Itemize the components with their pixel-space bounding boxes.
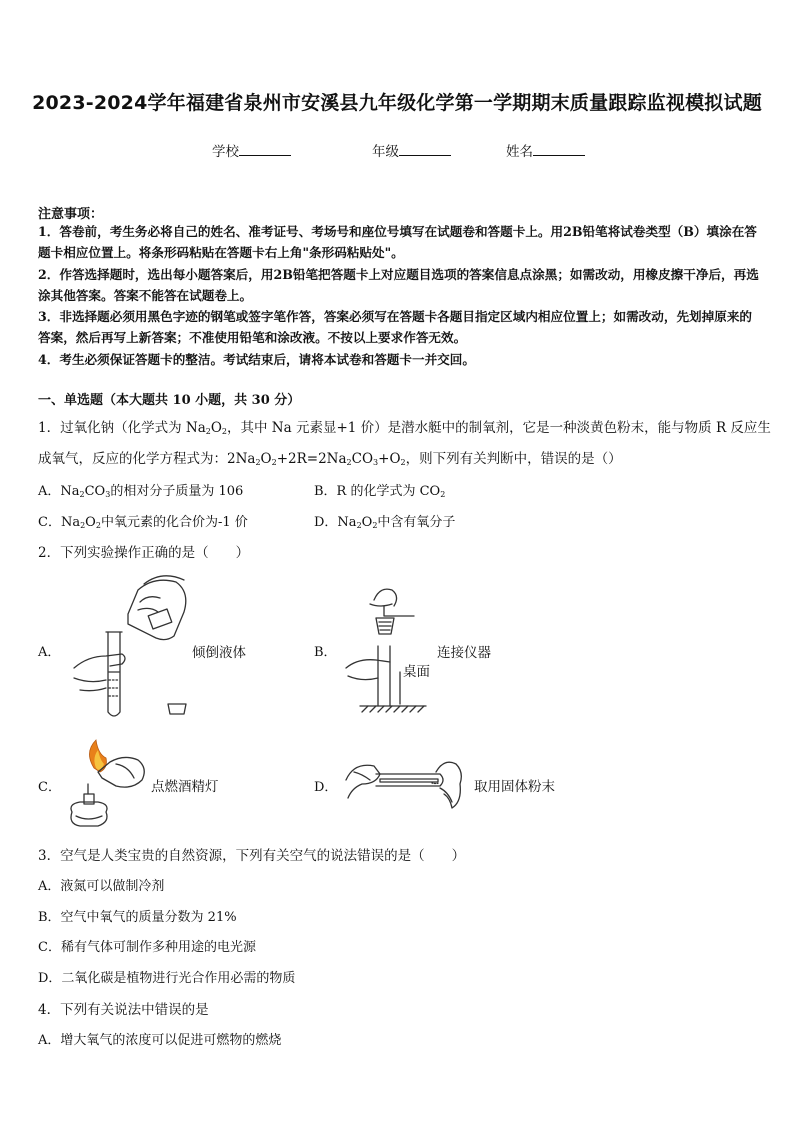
grade-blank[interactable] [399,141,451,156]
connect-apparatus-illustration [340,582,434,716]
note-item: 1．答卷前，考生务必将自己的姓名、准考证号、考场号和座位号填写在试题卷和答题卡上。用2B铅笔将试卷类型（B）填涂在答题卡相应位置上。将条形码粘贴在答题卡右上角"条形码粘贴处"。 [38,224,757,261]
q2-option-c-letter[interactable]: C． [38,780,61,795]
q2-option-a-caption: 倾倒液体 [192,645,246,661]
q3-option-c[interactable]: C．稀有气体可制作多种用途的电光源 [38,940,256,955]
q2-stem: 2．下列实验操作正确的是（ ） [38,545,250,561]
q1-option-d[interactable]: D．$Na_2O_2$中含有氧分子 [314,515,456,530]
note-item: 3．非选择题必须用黑色字迹的钢笔或签字笔作答，答案必须写在答题卡各题目指定区域内相应位置上；如需改动，先划掉原来的答案，然后再写上新答案；不准使用铅笔和涂改液。不按以上要求作答无效。 [38,309,753,346]
q1-stem-line2: 成氧气，反应的化学方程式为：$2Na_2O_2+2R=2Na_2CO_3+O_2$，则下列有关判断中，错误的是（） [38,451,622,467]
q4-option-a[interactable]: A．增大氧气的浓度可以促进可燃物的燃烧 [38,1033,282,1048]
school-field [212,140,291,160]
q2-option-a-letter[interactable]: A． [38,645,61,660]
q1-option-a[interactable]: A．$Na_2CO_3$的相对分子质量为 106 [38,484,244,499]
take-solid-powder-illustration [340,754,466,818]
q3-option-b[interactable]: B．空气中氧气的质量分数为 21% [38,910,237,925]
q1-option-b[interactable]: B．R 的化学式为 $CO_2$ [314,484,446,499]
q2-option-c-caption: 点燃酒精灯 [151,779,219,795]
q1-stem-line1: 1．过氧化钠（化学式为 $Na_2O_2$，其中 Na 元素显+1 价）是潜水艇中的制氧剂，它是一种淡黄色粉末，能与物质 R 反应生 [38,420,771,436]
q3-option-d[interactable]: D．二氧化碳是植物进行光合作用必需的物质 [38,971,296,986]
grade-label: 年级 [372,144,399,160]
notes-heading: 注意事项： [38,207,104,222]
page-title: 2023-2024学年福建省泉州市安溪县九年级化学第一学期期末质量跟踪监视模拟试题 [32,92,762,114]
q2-option-d-letter[interactable]: D． [314,780,338,795]
q1-option-c[interactable]: C．$Na_2O_2$中氧元素的化合价为-1 价 [38,515,248,530]
name-label: 姓名 [506,144,533,160]
school-blank[interactable] [239,141,291,156]
table-surface-label: 桌面 [403,664,430,680]
section-heading: 一、单选题（本大题共 10 小题，共 30 分） [38,393,301,408]
note-item: 2．作答选择题时，选出每小题答案后，用2B铅笔把答题卡上对应题目选项的答案信息点涂黑；如需改动，用橡皮擦干净后，再选涂其他答案。答案不能答在试题卷上。 [38,266,759,303]
school-label: 学校 [212,144,239,160]
q2-option-d-caption: 取用固体粉末 [474,779,555,795]
q3-stem: 3．空气是人类宝贵的自然资源，下列有关空气的说法错误的是（ ） [38,848,466,864]
light-alcohol-lamp-illustration [58,738,152,834]
name-blank[interactable] [533,141,585,156]
notes-list [38,221,760,370]
grade-field [372,140,451,160]
q2-option-b-caption: 连接仪器 [437,645,491,661]
q4-stem: 4．下列有关说法中错误的是 [38,1002,209,1018]
note-item: 4．考生必须保证答题卡的整洁。考试结束后，请将本试卷和答题卡一并交回。 [38,351,475,367]
pour-liquid-illustration [66,572,192,720]
q2-option-b-letter[interactable]: B． [314,645,337,660]
q3-option-a[interactable]: A．液氮可以做制冷剂 [38,879,165,894]
name-field [506,140,585,160]
